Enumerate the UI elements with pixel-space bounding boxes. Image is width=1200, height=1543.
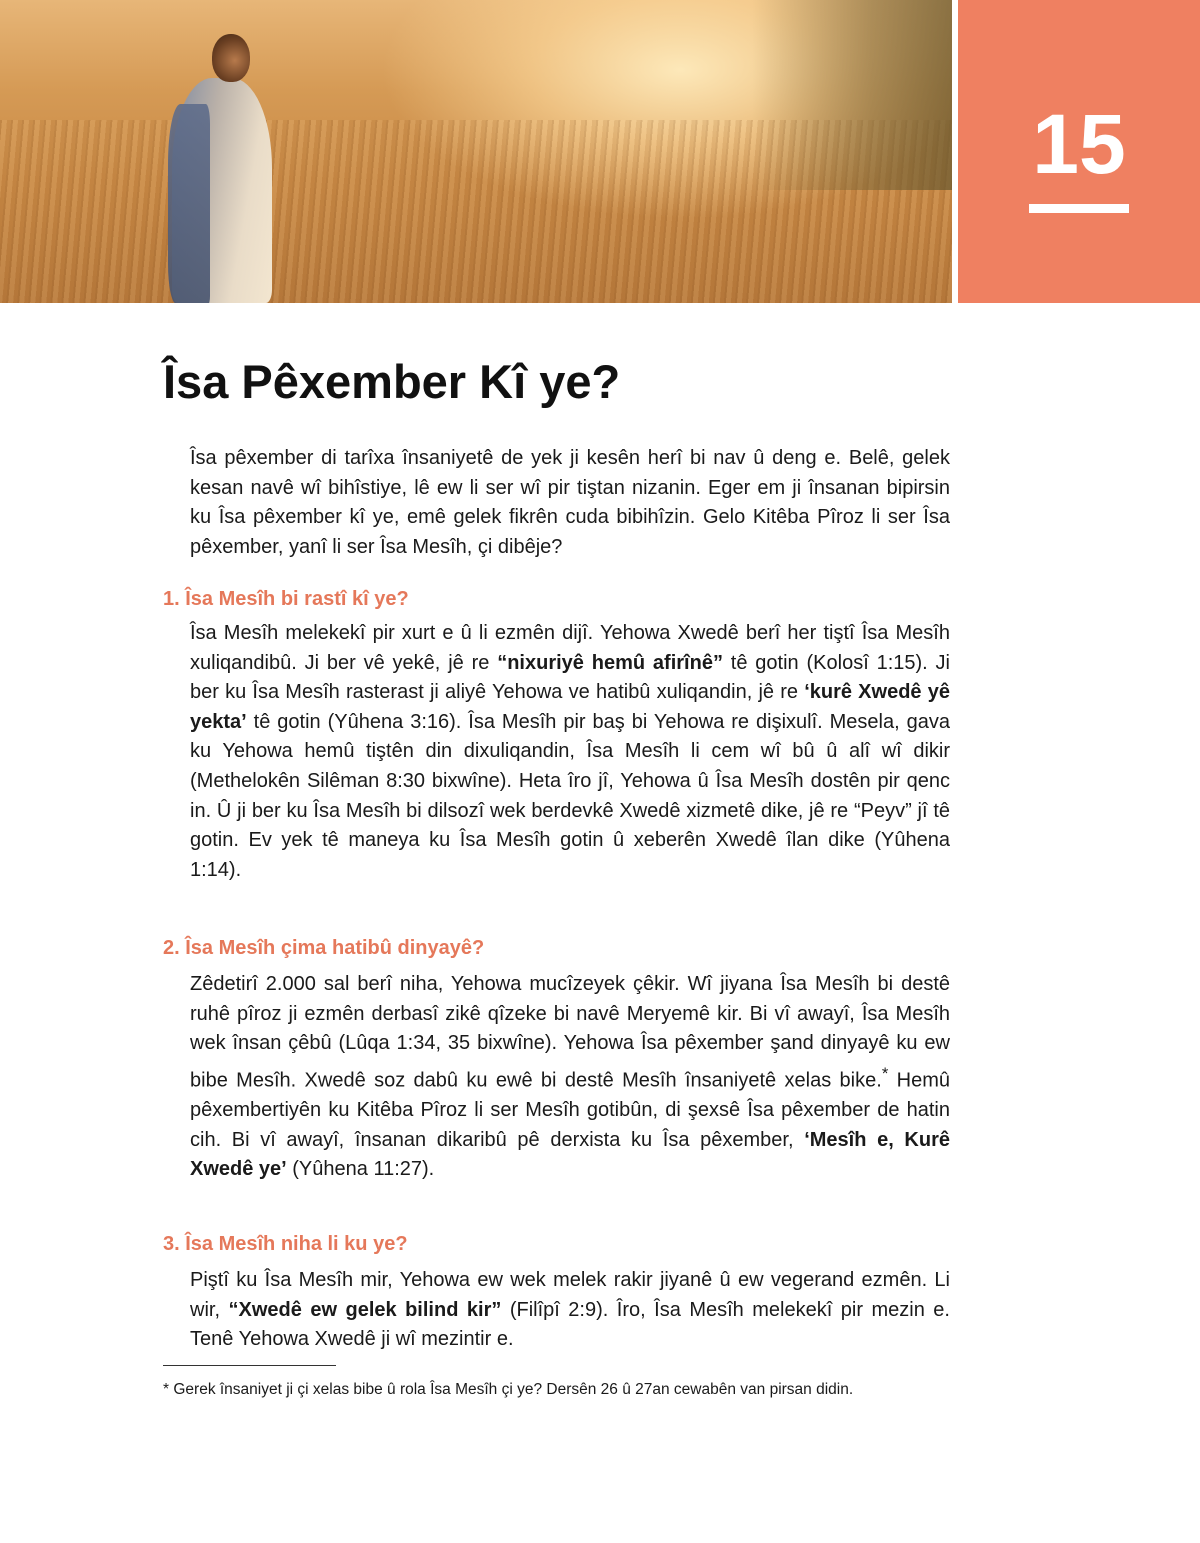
footnote-text: Gerek însaniyet ji çi xelas bibe û rola Îsa Mesîh çi ye? Dersên 26 û 27an cewabên van pirsan didin. bbox=[173, 1381, 854, 1398]
chapter-underline bbox=[1029, 204, 1129, 213]
answer-2-paragraph bbox=[190, 970, 950, 1185]
answer-2-text-a: Zêdetirî 2.000 sal berî niha, Yehowa mucîzeyek çêkir. Wî jiyana Îsa Mesîh bi destê ruhê pîroz ji ezmên derbasî zikê qîzeke bi navê Meryemê kir. Bi vî awayî, Îsa Mesîh wek însan çêbû (Lûqa 1:34, 35 bixwîne). Yehowa Îsa pêxember şand dinyayê ku ew bibe Mesîh. Xwedê soz dabû ku ewê bi destê Mesîh însaniyetê xelas bike. bbox=[190, 973, 950, 1092]
figure-sash bbox=[168, 104, 210, 303]
answer-1-quote-a: “nixuriyê hemû afirînê” bbox=[497, 651, 723, 674]
footnote bbox=[163, 1380, 963, 1400]
answer-2-quote: ‘Mesîh e, Kurê Xwedê ye’ bbox=[190, 1128, 950, 1181]
chapter-number: 15 bbox=[1032, 97, 1126, 191]
answer-2-text-b: Hemû pêxembertiyên ku Kitêba Pîroz li ser Mesîh gotibûn, di şexsê Îsa pêxember de hatin cih. Bi vî awayî, însanan dikaribû pê derxista ku Îsa pêxember, bbox=[190, 1069, 951, 1151]
answer-3-text-a: Piştî ku Îsa Mesîh mir, Yehowa ew wek melek rakir jiyanê û ew vegerand ezmên. Li wir, bbox=[190, 1269, 950, 1321]
answer-1-text-a: Îsa Mesîh melekekî pir xurt e û li ezmên dijî. Yehowa Xwedê berî her tiştî Îsa Mesîh xuliqandibû. Ji ber vê yekê, jê re bbox=[190, 622, 950, 674]
chapter-badge bbox=[958, 0, 1200, 303]
intro-paragraph: Îsa pêxember di tarîxa însaniyetê de yek ji kesên herî bi nav û deng e. Belê, gelek kesan navê wî bihîstiye, lê ew li ser wî pir tiştan nizanin. Eger em ji însanan bipirsin ku Îsa pêxember kî ye, emê gelek fikrên cuda bibihîzin. Gelo Kitêba Pîroz li ser Îsa pêxember, yanî li ser Îsa Mesîh, çi dibêje? bbox=[190, 447, 950, 558]
answer-2-text-c: (Yûhena 11:27). bbox=[286, 1158, 435, 1181]
footnote-divider bbox=[163, 1365, 336, 1366]
question-2-heading: 2. Îsa Mesîh çima hatibû dinyayê? bbox=[163, 937, 485, 959]
question-3-heading: 3. Îsa Mesîh niha li ku ye? bbox=[163, 1233, 408, 1255]
header-photo bbox=[0, 0, 952, 303]
figure-head bbox=[212, 34, 250, 82]
question-1-heading: 1. Îsa Mesîh bi rastî kî ye? bbox=[163, 588, 409, 610]
tree-line bbox=[752, 0, 952, 190]
answer-1-quote-b: ‘kurê Xwedê yê yekta’ bbox=[190, 681, 950, 733]
footnote-marker[interactable]: * bbox=[881, 1063, 889, 1083]
answer-1-text-c: tê gotin (Yûhena 3:16). Îsa Mesîh pir baş bi Yehowa re dişixulî. Mesela, gava ku Yehowa hemû tiştên din dixuliqandin, Îsa Mesîh li cem wî bû û alî wî dikir (Methelokên Silêman 8:30 bixwîne). Heta îro jî, Yehowa û Îsa Mesîh dostên pir qenc in. Û ji ber ku Îsa Mesîh bi dilsozî wek berdevkê Xwedê xizmetê dike, jê re “Peyv” jî tê gotin. Ev yek tê maneya ku Îsa Mesîh gotin û xeberên Xwedê îlan dike (Yûhena 1:14). bbox=[190, 710, 950, 881]
answer-1-text-b: tê gotin (Kolosî 1:15). Ji ber ku Îsa Mesîh rasterast ji aliyê Yehowa ve hatibû xuliqandin, jê re bbox=[190, 651, 951, 704]
answer-3-quote: “Xwedê ew gelek bilind kir” bbox=[228, 1298, 502, 1321]
answer-1-paragraph bbox=[190, 619, 950, 885]
page-title: Îsa Pêxember Kî ye? bbox=[163, 355, 621, 408]
jesus-figure bbox=[150, 34, 280, 303]
footnote-mark: * bbox=[163, 1381, 170, 1398]
answer-3-paragraph bbox=[190, 1266, 950, 1355]
answer-3-text-b: (Filîpî 2:9). Îro, Îsa Mesîh melekekî pir mezin e. Tenê Yehowa Xwedê ji wî mezintir e. bbox=[190, 1298, 950, 1351]
